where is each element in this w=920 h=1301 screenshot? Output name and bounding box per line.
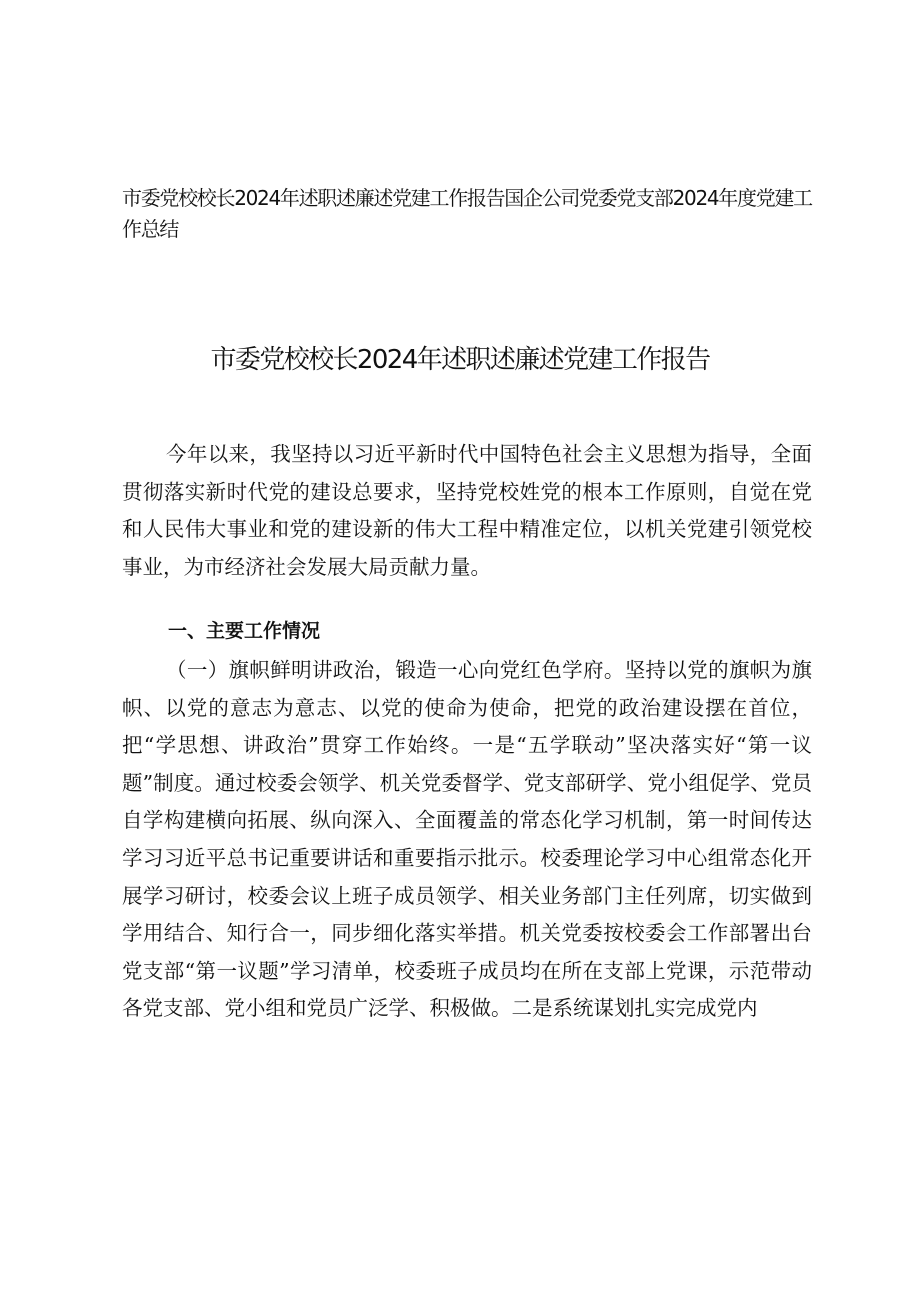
section-paragraph: （一）旗帜鲜明讲政治，锻造一心向党红色学府。坚持以党的旗帜为旗帜、以党的意志为意志、以党的使命为使命，把党的政治建设摆在首位，把“学思想、讲政治”贯穿工作始终。一是“五学联动”坚决落实好“第一议题”制度。通过校委会领学、机关党委督学、党支部研学、党小组促学、党员自学构建横向拓展、纵向深入、全面覆盖的常态化学习机制，第一时间传达学习习近平总书记重要讲话和重要指示批示。校委理论学习中心组常态化开展学习研讨，校委会议上班子成员领学、相关业务部门主任列席，切实做到学用结合、知行合一，同步细化落实举措。机关党委按校委会工作部署出台党支部“第一议题”学习清单，校委班子成员均在所在支部上党课，示范带动各党支部、党小组和党员广泛学、积极做。二是系统谋划扎实完成党内 xyxy=(122,658,812,1021)
section-heading: 一、主要工作情况 xyxy=(168,620,321,642)
document-title: 市委党校校长2024年述职述廉述党建工作报告国企公司党委党支部2024年度党建工作总结 xyxy=(122,186,812,241)
report-title: 市委党校校长2024年述职述廉述党建工作报告 xyxy=(210,345,710,375)
intro-paragraph: 今年以来，我坚持以习近平新时代中国特色社会主义思想为指导，全面贯彻落实新时代党的建设总要求，坚持党校姓党的根本工作原则，自觉在党和人民伟大事业和党的建设新的伟大工程中精准定位，以机关党建引领党校事业，为市经济社会发展大局贡献力量。 xyxy=(122,442,812,579)
